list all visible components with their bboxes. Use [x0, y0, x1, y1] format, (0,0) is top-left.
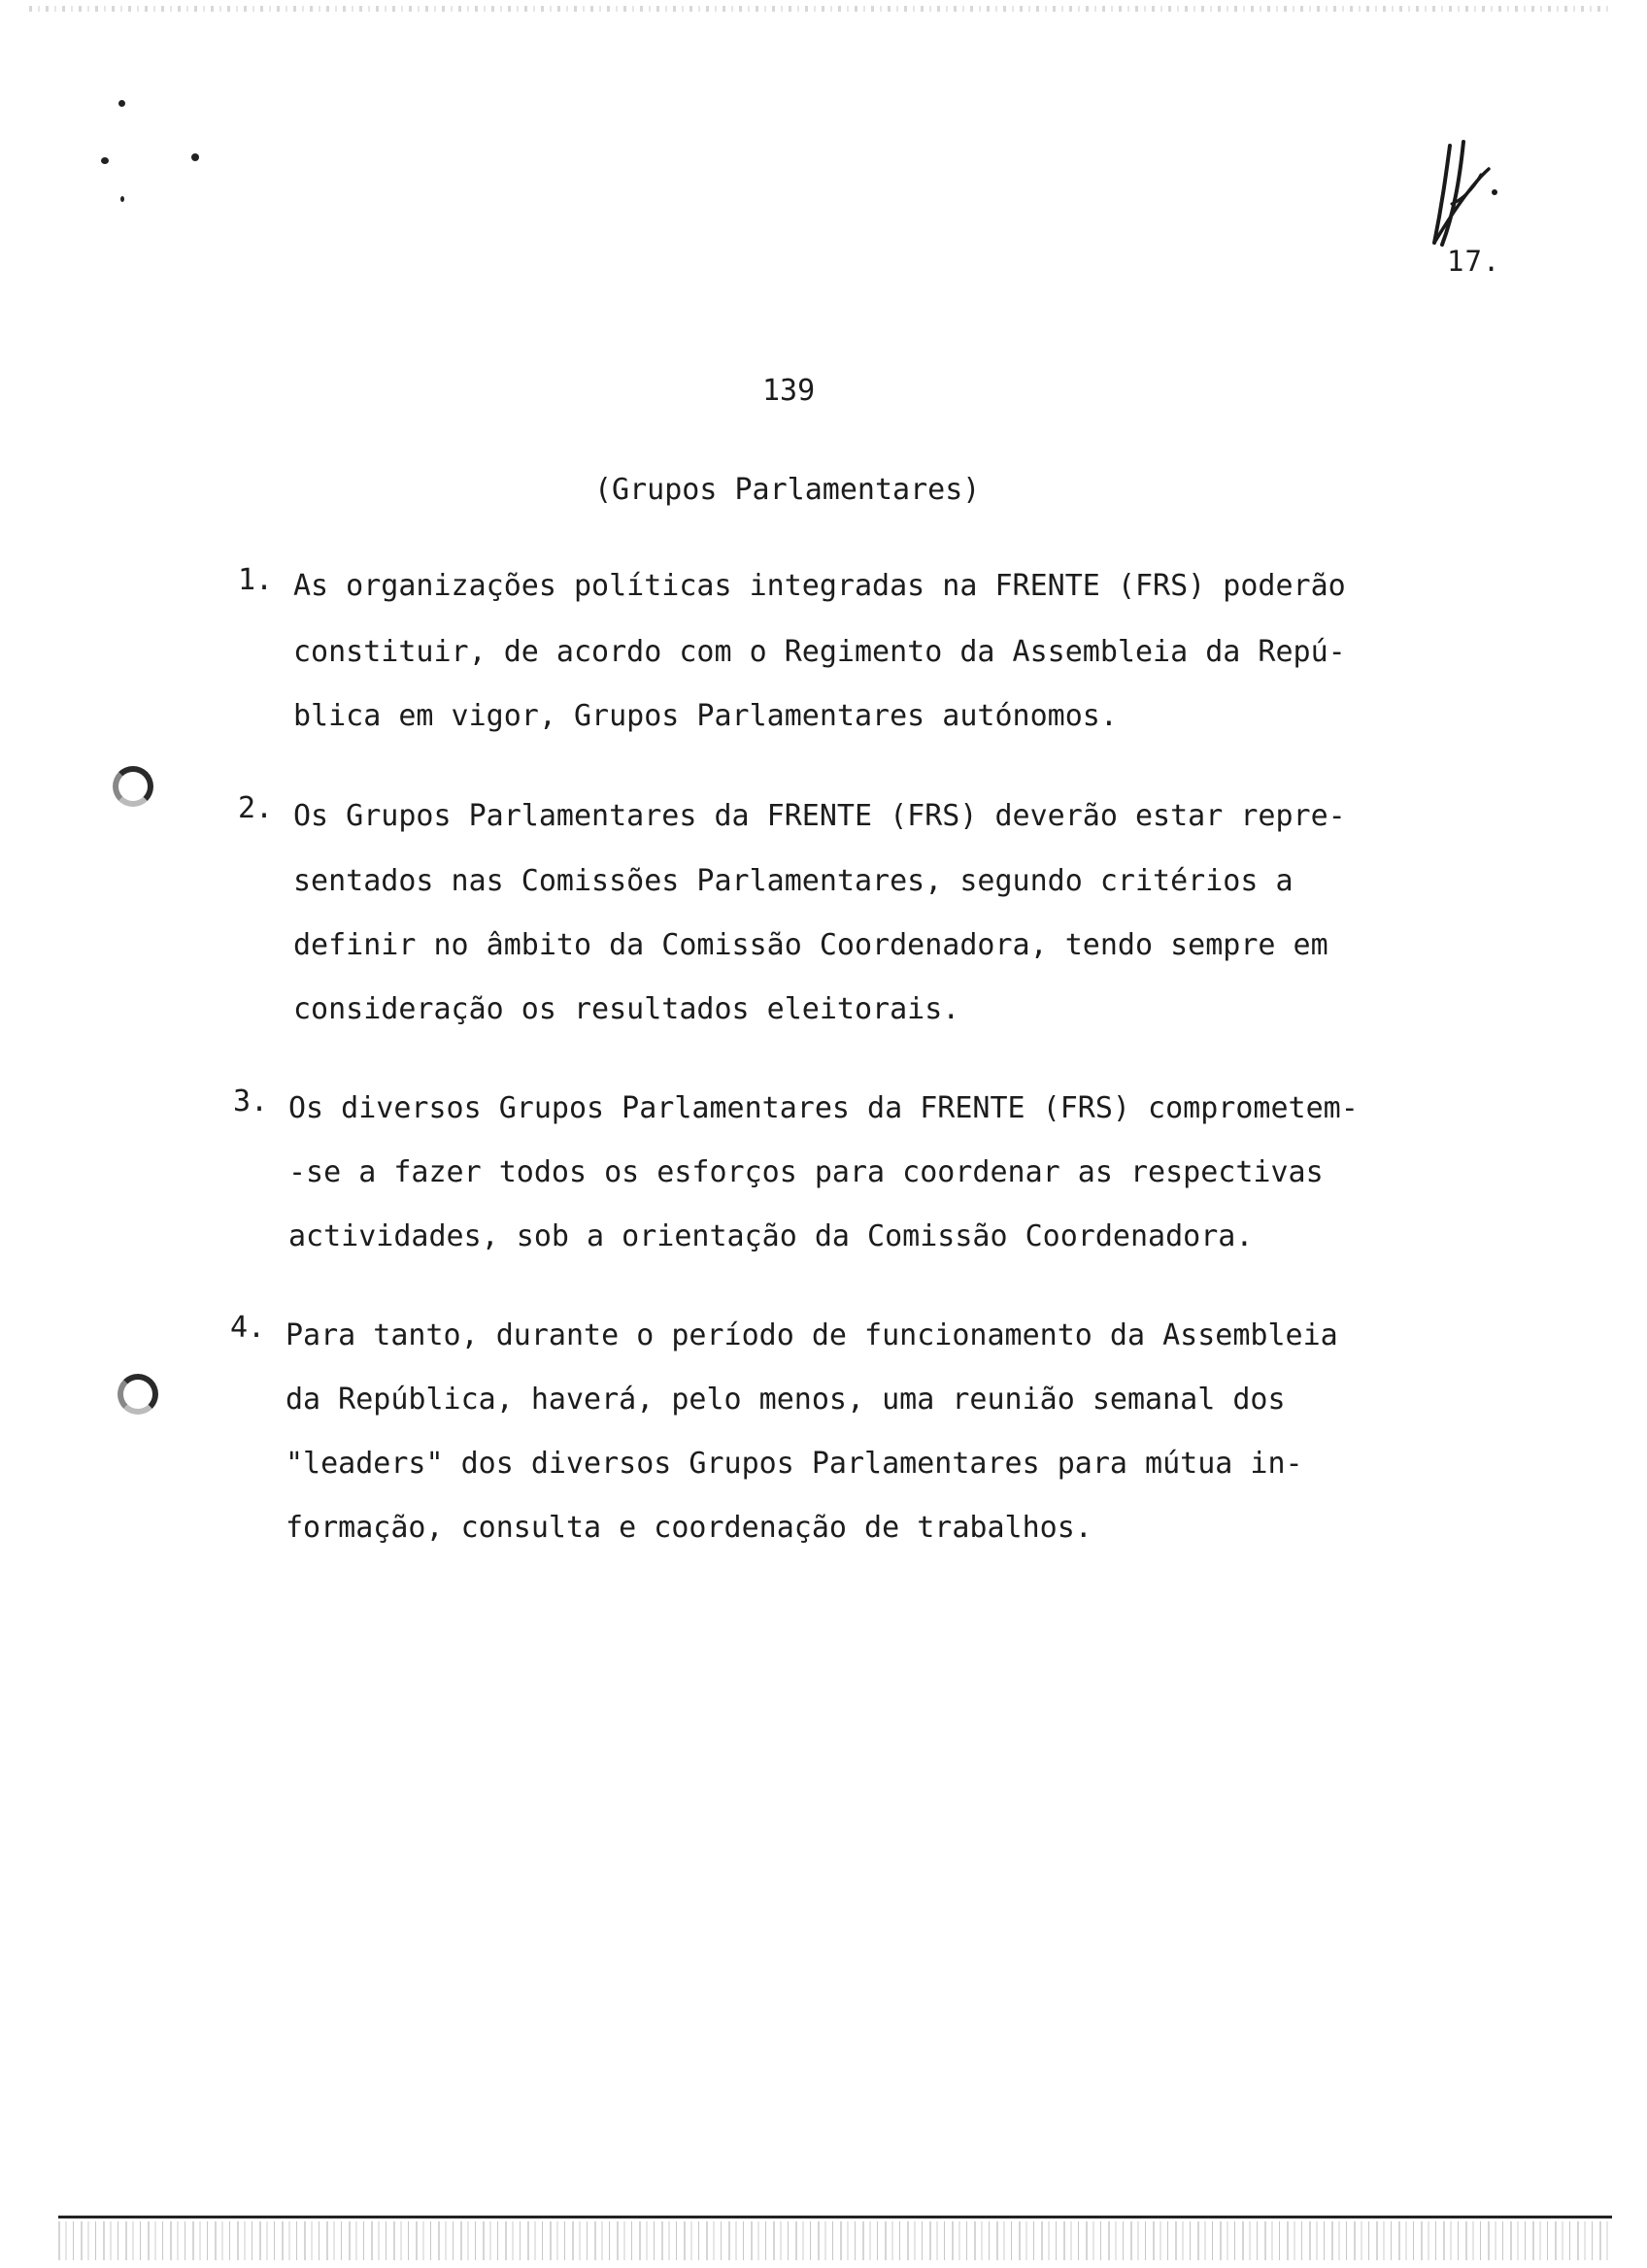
scan-noise-top	[29, 6, 1612, 12]
item-text-line: blica em vigor, Grupos Parlamentares autónomos.	[293, 699, 1118, 733]
item-text-line: "leaders" dos diversos Grupos Parlamentares para mútua in-	[286, 1447, 1303, 1481]
item-text-line: da República, haverá, pelo menos, uma reunião semanal dos	[286, 1383, 1286, 1417]
margin-speck	[191, 153, 199, 161]
item-text-line: consideração os resultados eleitorais.	[293, 992, 960, 1026]
item-text-line: constituir, de acordo com o Regimento da Assembleia da Repú-	[293, 635, 1346, 669]
scan-noise-bottom	[58, 2221, 1612, 2260]
corner-page-number: 17.	[1447, 245, 1501, 278]
section-title: (Grupos Parlamentares)	[594, 473, 981, 507]
item-text-line: Os diversos Grupos Parlamentares da FRENTE (FRS) comprometem-	[288, 1091, 1359, 1125]
margin-speck	[120, 196, 124, 202]
item-number: 4.	[230, 1311, 266, 1345]
margin-speck	[101, 157, 109, 164]
item-text-line: definir no âmbito da Comissão Coordenadora, tendo sempre em	[293, 928, 1328, 962]
item-text-line: Para tanto, durante o período de funcionamento da Assembleia	[286, 1318, 1338, 1352]
signature-icon	[1413, 136, 1500, 252]
bottom-rule	[58, 2216, 1612, 2218]
item-text-line: Os Grupos Parlamentares da FRENTE (FRS) deverão estar repre-	[293, 799, 1346, 833]
item-number: 1.	[238, 563, 274, 597]
item-number: 3.	[233, 1084, 269, 1118]
item-text-line: sentados nas Comissões Parlamentares, segundo critérios a	[293, 864, 1294, 898]
item-text-line: actividades, sob a orientação da Comissão Coordenadora.	[288, 1219, 1254, 1253]
item-number: 2.	[238, 791, 274, 825]
punch-hole-icon	[113, 766, 153, 807]
margin-speck	[118, 100, 125, 107]
punch-hole-icon	[118, 1374, 158, 1415]
page-number: 139	[762, 374, 816, 408]
item-text-line: -se a fazer todos os esforços para coordenar as respectivas	[288, 1155, 1324, 1189]
item-text-line: As organizações políticas integradas na FRENTE (FRS) poderão	[293, 569, 1346, 603]
item-text-line: formação, consulta e coordenação de trabalhos.	[286, 1511, 1092, 1545]
